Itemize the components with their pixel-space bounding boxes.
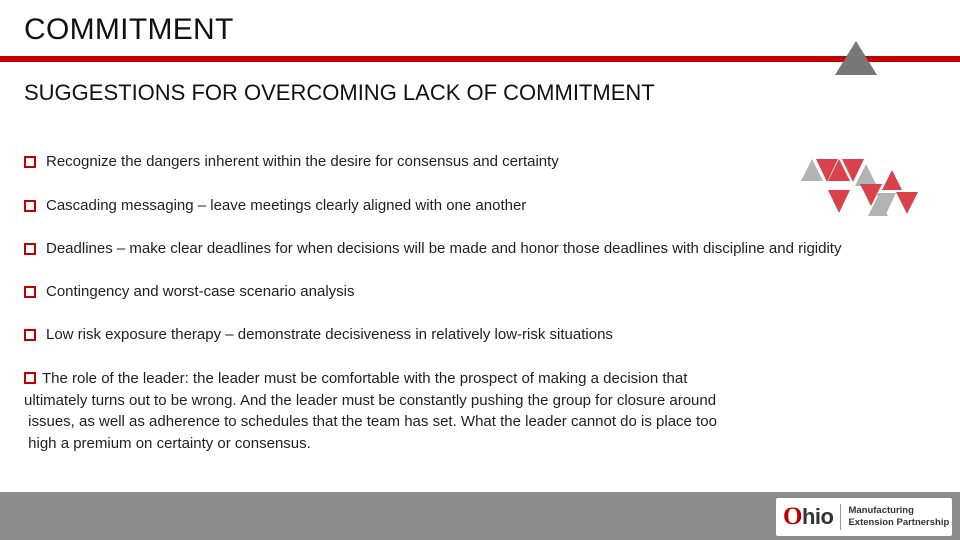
bullet-square-icon — [24, 243, 36, 255]
ohio-mep-logo — [776, 498, 952, 536]
gray-triangle-icon — [834, 40, 878, 76]
logo-wordmark — [783, 503, 833, 531]
bullet-square-icon — [24, 200, 36, 212]
leader-line: ultimately turns out to be wrong. And the leader must be constantly pushing the group for closure around — [24, 391, 717, 409]
bullet-text: Deadlines – make clear deadlines for when decisions will be made and honor those deadlines with discipline and rigidity — [46, 240, 842, 257]
bullet-item — [24, 152, 559, 172]
bullet-text: Cascading messaging – leave meetings clearly aligned with one another — [46, 197, 527, 214]
bullet-item — [24, 196, 526, 216]
bullet-item — [24, 239, 841, 259]
logo-line-2: Extension Partnership — [848, 517, 950, 528]
bullet-square-icon — [24, 372, 36, 384]
logo-first-letter: O — [783, 503, 802, 530]
logo-line-1: Manufacturing — [848, 505, 914, 516]
slide-subtitle: SUGGESTIONS FOR OVERCOMING LACK OF COMMITMENT — [24, 80, 655, 105]
leader-line: high a premium on certainty or consensus. — [24, 434, 311, 452]
bullet-square-icon — [24, 156, 36, 168]
bullet-text: Contingency and worst-case scenario analysis — [46, 283, 355, 300]
leader-line: issues, as well as adherence to schedules that the team has set. What the leader cannot do is place too — [24, 413, 717, 430]
slide-title: COMMITMENT — [24, 13, 234, 46]
leader-paragraph — [24, 368, 814, 454]
bullet-item — [24, 282, 355, 302]
logo-divider — [840, 504, 841, 530]
bullet-text: Low risk exposure therapy – demonstrate decisiveness in relatively low-risk situations — [46, 326, 613, 343]
leader-line-text: the leader must be comfortable with the prospect of making a decision that — [188, 370, 688, 387]
bullet-item — [24, 325, 613, 345]
title-divider-rule — [0, 56, 960, 62]
logo-tagline — [848, 505, 949, 529]
bullet-square-icon — [24, 286, 36, 298]
logo-rest: hio — [801, 504, 834, 529]
leader-label: The role of the leader: — [42, 370, 189, 387]
bullet-text: Recognize the dangers inherent within the desire for consensus and certainty — [46, 153, 559, 170]
triangle-cluster-icon — [798, 156, 920, 218]
bullet-square-icon — [24, 329, 36, 341]
leader-line — [24, 368, 814, 390]
